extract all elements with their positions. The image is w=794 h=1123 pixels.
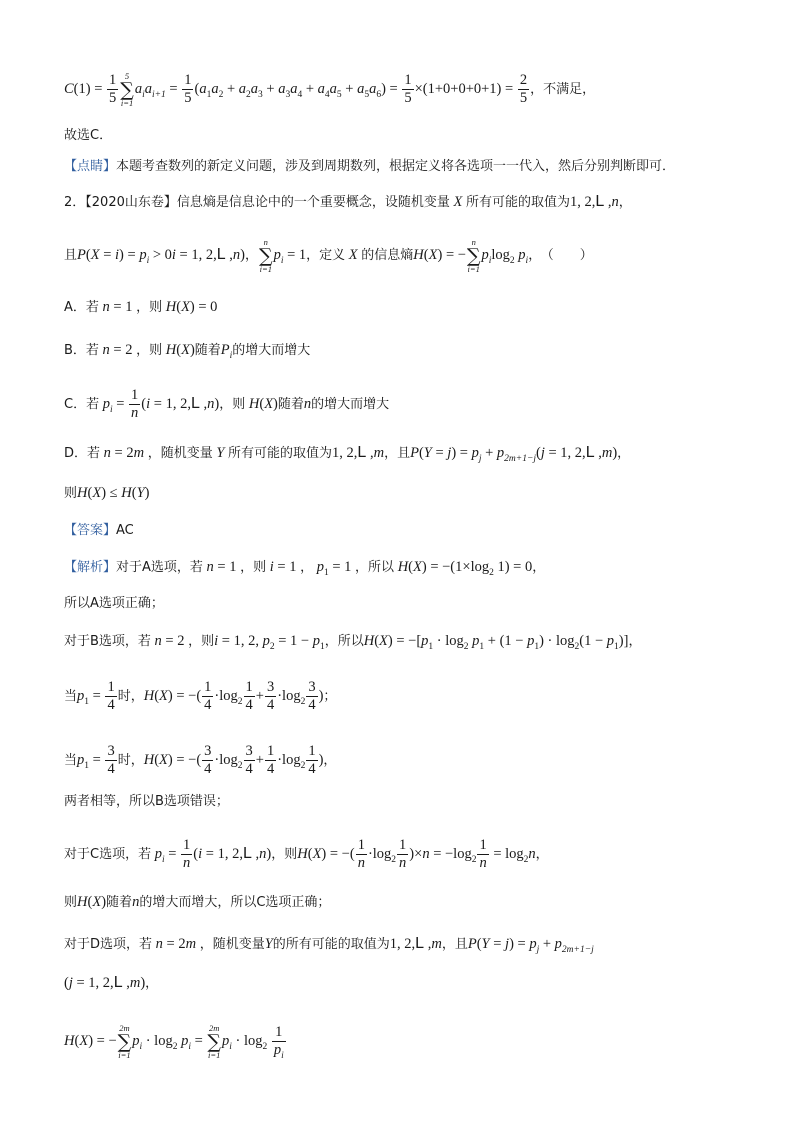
analysis-b-wrong: 两者相等，所以B选项错误； (64, 794, 229, 809)
question-stem-text-2: 所有可能的取值为 (466, 195, 571, 210)
and-word: 且 (64, 247, 78, 263)
answer-blank: （ ） (547, 247, 593, 263)
analysis-b-case2: 当$p_1$ = $\frac{3}{4}$ 时，H(X) = −( $\frac{3}{4}$ $\cdot\log_2$ $\frac{3}{4}$ + $\frac{1}{4}$ $\cdot\log_2$ $\frac{1}{4}$ )， (64, 743, 337, 778)
analysis-b: 对于B选项，若 n = 2 ，则i = 1, 2, $p_2 = 1 - p_1$，所以$H(X) = -[p_1 \cdot \log_2 p_1 + (1 - p_1) \cdot \log_2(1 - p_1)]$， (64, 633, 642, 652)
question-stem-text: 信息熵是信息论中的一个重要概念，设随机变量 (176, 195, 450, 210)
comment-line (64, 157, 754, 177)
comment-body: 本题考查数列的新定义问题，涉及到周期数列，根据定义将各选项一一代入，然后分别判断即可． (116, 159, 676, 174)
answer-value: AC (116, 523, 134, 538)
define-word: ，定义 (306, 247, 346, 263)
analysis-b-case1: 当$p_1$ = $\frac{1}{4}$ 时，H(X) = −( $\frac{1}{4}$ $\cdot\log_2$ $\frac{1}{4}$ + $\frac{3}{4}$ $\cdot\log_2$ $\frac{3}{4}$ )； (64, 679, 337, 714)
analysis-a: 【解析】对于A选项，若 n = 1 ，则 i = 1 ， $p_1 = 1$ ，所以 $H(X) = -(1\times\log_2$ 1) = 0， (64, 559, 546, 578)
question-2-stem: 2．【2020山东卷】信息熵是信息论中的一个重要概念，设随机变量 X 所有可能的取值为1, 2,L ,n， (64, 193, 632, 210)
entropy-of-word: 的信息熵 (361, 247, 414, 263)
answer-line (64, 521, 754, 541)
option-b: B．若 n = 2 ，则 H(X)随着$P_i$的增大而增大 (64, 342, 311, 361)
so-choose-c: 故选C． (64, 128, 113, 143)
analysis-c: 对于C选项，若 $p_i$ = $\frac{1}{n}$ (i = 1, 2,L ,n)，则H(X) = −( $\frac{1}{n}$ $\cdot\log_2$ $\frac{1}{n}$ )$\times n = -\log_2$ $\frac{1}{n}$ = $\log_2n$， (64, 837, 549, 872)
question-2-conditions: 且$P(X = i) = p_i > 0i = 1$, 2,L ,n)， n ∑ i=1 $p_i = 1$，定义 X 的信息熵H(X) = − n ∑ i=1 $p_i\log_2$ $p_i$， （ ） (64, 237, 593, 274)
analysis-d-range: (j = 1, 2,L ,m)， (64, 974, 159, 991)
option-a: A．若 n = 1 ，则 H(X) = 0 (64, 299, 218, 315)
comment-tag: 【点睛】 (64, 159, 117, 174)
answer-tag: 【答案】 (64, 523, 117, 538)
question-number: 2． (64, 195, 86, 210)
option-d-conclusion: 则H(X) ≤ H(Y) (64, 485, 150, 501)
analysis-tag: 【解析】 (64, 560, 117, 575)
option-c: C．若 $p_i$ = $\frac{1}{n}$ (i = 1, 2,L ,n)，则 H(X)随着n的增大而增大 (64, 387, 390, 422)
analysis-d-formula: H(X) = − 2m ∑ i=1 $p_i \cdot \log_2 p_i$ = 2m ∑ i=1 $p_i \cdot \log_2$ $\frac{1}{p_i}$ (64, 1023, 284, 1061)
analysis-a-correct: 所以A选项正确； (64, 596, 164, 611)
option-d: D．若 n = 2m ，随机变量 Y 所有可能的取值为1, 2,L ,m，且$P(Y = j) = p_j + p_{2m+1-j}(j = 1$, 2,L ,m)， (64, 444, 631, 464)
formula-c1-line: C(1) = $\frac{1}{5}$ 5 ∑ i=1 $a_ia_{i+1}$ = $\frac{1}{5}$ $(a_1a_2 + a_2a_3 + a_3a_4 + a_4a_5 + a_5a_6)$ = $\frac{1}{5}$ ×(1+0+0+0+1) = $\frac{2}{5}$ ，不满足， (64, 71, 596, 108)
analysis-c-conclusion: 则H(X)随着n的增大而增大，所以C选项正确； (64, 894, 331, 910)
question-source: 【2020山东卷】 (85, 195, 177, 210)
analysis-d: 对于D选项，若 n = 2m ，随机变量Y的所有可能的取值为1, 2,L ,m，且$P(Y = j) = p_j + p_{2m+1-j}$ (64, 935, 594, 955)
unsatisfied-text: ，不满足， (530, 81, 596, 97)
